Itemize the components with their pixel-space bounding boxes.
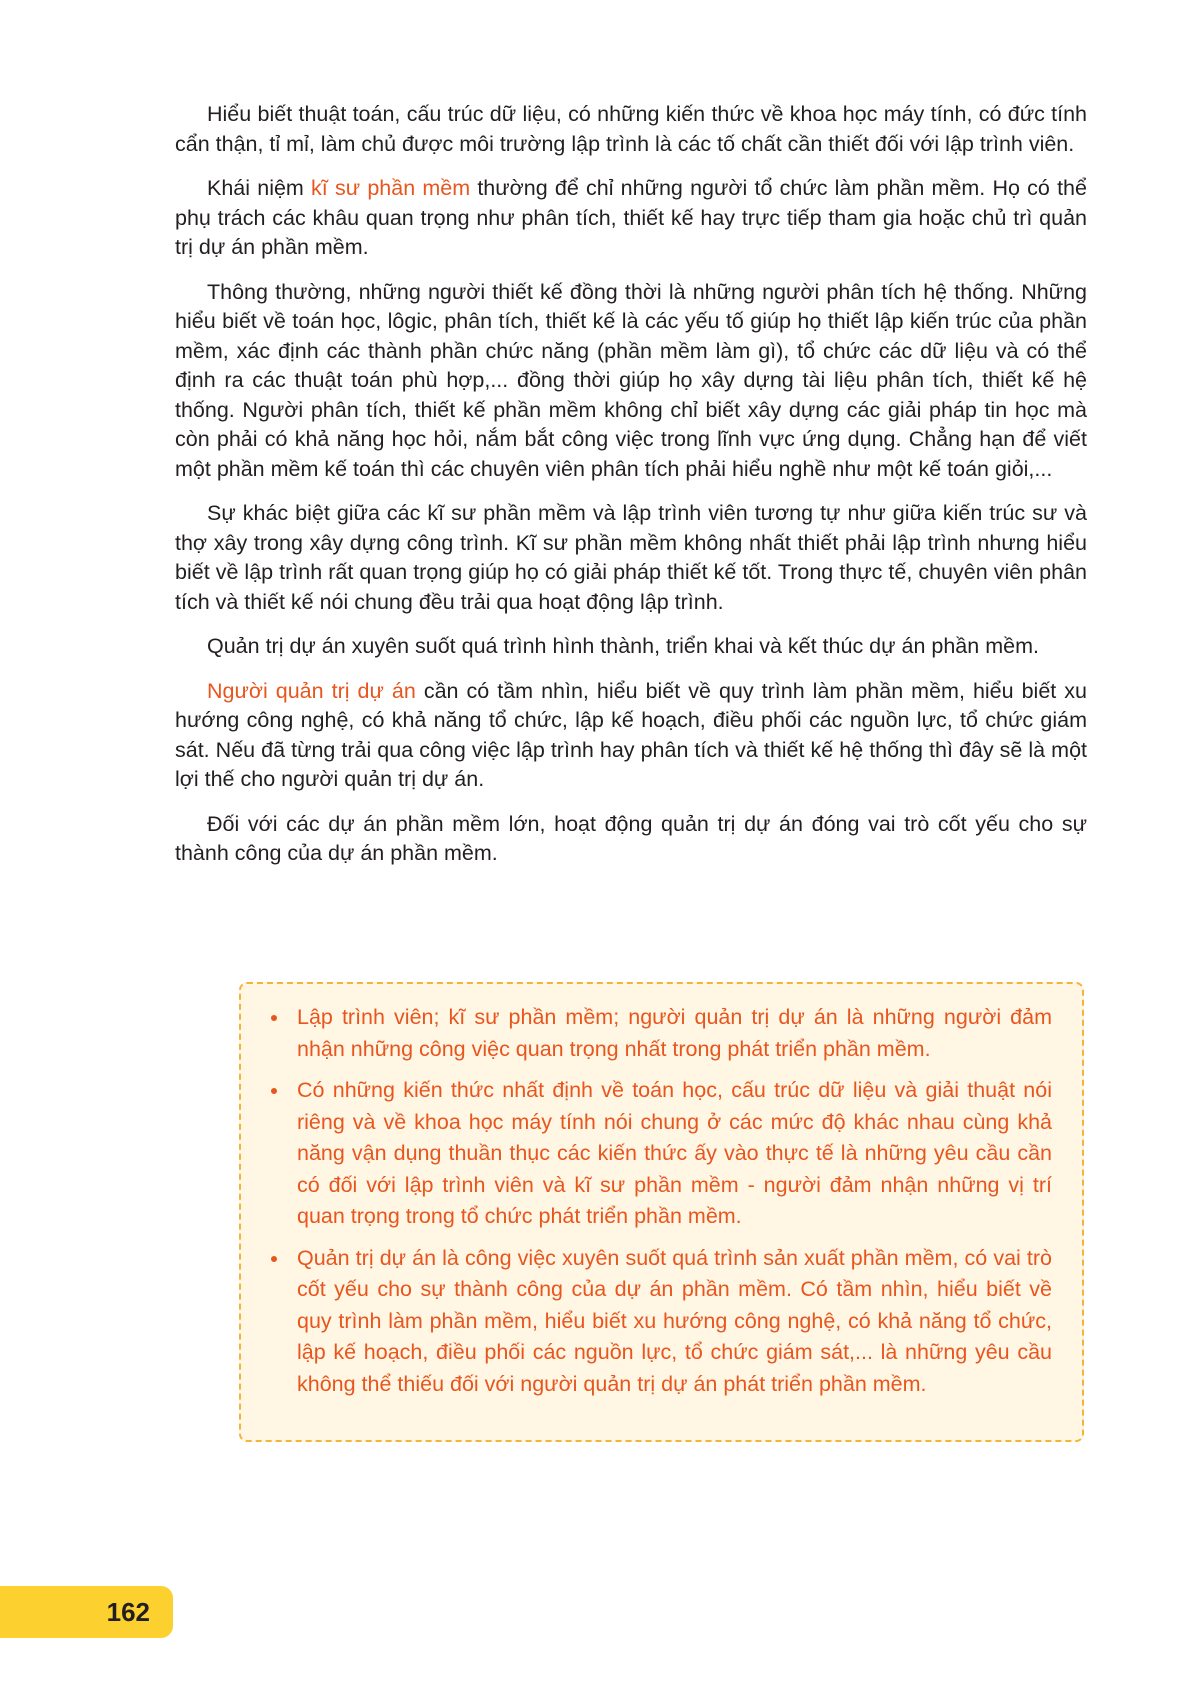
summary-item-text: Quản trị dự án là công việc xuyên suốt quá trình sản xuất phần mềm, có vai trò cốt yếu cho sự thành công của dự án phần mềm. Có tầm nhìn, hiểu biết về quy trình làm phần mềm, hiểu biết xu hướng công nghệ, có khả năng tổ chức, lập kế hoạch, điều phối các nguồn lực, tổ chức giám sát,... là những yêu cầu không thể thiếu đối với người quản trị dự án phát triển phần mềm. (297, 1245, 1052, 1396)
bullet-icon (271, 1088, 277, 1094)
summary-item-text: Lập trình viên; kĩ sư phần mềm; người quản trị dự án là những người đảm nhận những công việc quan trọng nhất trong phát triển phần mềm. (297, 1005, 1052, 1061)
paragraph-text: cần có tầm nhìn, hiểu biết về quy trình làm phần mềm, hiểu biết xu hướng công nghệ, có khả năng tổ chức, lập kế hoạch, điều phối các nguồn lực, tổ chức giám sát. Nếu đã từng trải qua công việc lập trình hay phân tích và thiết kế hệ thống thì đây sẽ là một lợi thế cho người quản trị dự án. (175, 678, 1087, 791)
page-number: 162 (106, 1597, 150, 1627)
paragraph (175, 499, 1087, 617)
paragraph-text: Sự khác biệt giữa các kĩ sư phần mềm và lập trình viên tương tự như giữa kiến trúc sư và thợ xây trong xây dựng công trình. Kĩ sư phần mềm không nhất thiết phải lập trình nhưng hiểu biết về lập trình rất quan trọng giúp họ có giải pháp thiết kế tốt. Trong thực tế, chuyên viên phân tích và thiết kế nói chung đều trải qua hoạt động lập trình. (175, 501, 1087, 614)
summary-item (267, 1002, 1052, 1065)
bullet-icon (271, 1256, 277, 1262)
paragraph-text: Thông thường, những người thiết kế đồng thời là những người phân tích hệ thống. Những hiểu biết về toán học, lôgic, phân tích, thiết kế là các yếu tố giúp họ thiết lập kiến trúc của phần mềm, xác định các thành phần chức năng (phần mềm làm gì), tổ chức các dữ liệu và có thể định ra các thuật toán phù hợp,... đồng thời giúp họ xây dựng tài liệu phân tích, thiết kế hệ thống. Người phân tích, thiết kế phần mềm không chỉ biết xây dựng các giải pháp tin học mà còn phải có khả năng học hỏi, nắm bắt công việc trong lĩnh vực ứng dụng. Chẳng hạn để viết một phần mềm kế toán thì các chuyên viên phân tích phải hiểu nghề như một kế toán giỏi,... (175, 279, 1087, 481)
paragraph (175, 810, 1087, 869)
paragraph (175, 174, 1087, 263)
paragraph-text: Khái niệm (207, 176, 312, 200)
bullet-icon (271, 1015, 277, 1021)
page-number-tab (0, 1586, 173, 1638)
paragraph (175, 100, 1087, 159)
term-project-manager: Người quản trị dự án (207, 678, 416, 703)
paragraph-text: thường để chỉ những người tổ chức làm phần mềm. Họ có thể phụ trách các khâu quan trọng như phân tích, thiết kế hay trực tiếp tham gia hoặc chủ trì quản trị dự án phần mềm. (175, 176, 1087, 259)
paragraph-text: Quản trị dự án xuyên suốt quá trình hình thành, triển khai và kết thúc dự án phần mềm. (207, 634, 1039, 658)
summary-item-text: Có những kiến thức nhất định về toán học, cấu trúc dữ liệu và giải thuật nói riêng và về khoa học máy tính nói chung ở các mức độ khác nhau cùng khả năng vận dụng thuần thục các kiến thức ấy vào thực tế là những yêu cầu cần có đối với lập trình viên và kĩ sư phần mềm - người đảm nhận những vị trí quan trọng trong tổ chức phát triển phần mềm. (297, 1078, 1052, 1228)
paragraph (175, 677, 1087, 795)
paragraph (175, 632, 1087, 662)
summary-item (267, 1075, 1052, 1233)
term-software-engineer: kĩ sư phần mềm (311, 176, 471, 200)
summary-list (267, 1002, 1052, 1400)
paragraph-text: Đối với các dự án phần mềm lớn, hoạt động quản trị dự án đóng vai trò cốt yếu cho sự thành công của dự án phần mềm. (175, 811, 1087, 865)
summary-box (239, 982, 1084, 1442)
paragraph (175, 278, 1087, 485)
main-text (175, 100, 1087, 884)
summary-item (267, 1243, 1052, 1401)
paragraph-text: Hiểu biết thuật toán, cấu trúc dữ liệu, có những kiến thức về khoa học máy tính, có đức tính cẩn thận, tỉ mỉ, làm chủ được môi trường lập trình là các tố chất cần thiết đối với lập trình viên. (175, 102, 1087, 156)
